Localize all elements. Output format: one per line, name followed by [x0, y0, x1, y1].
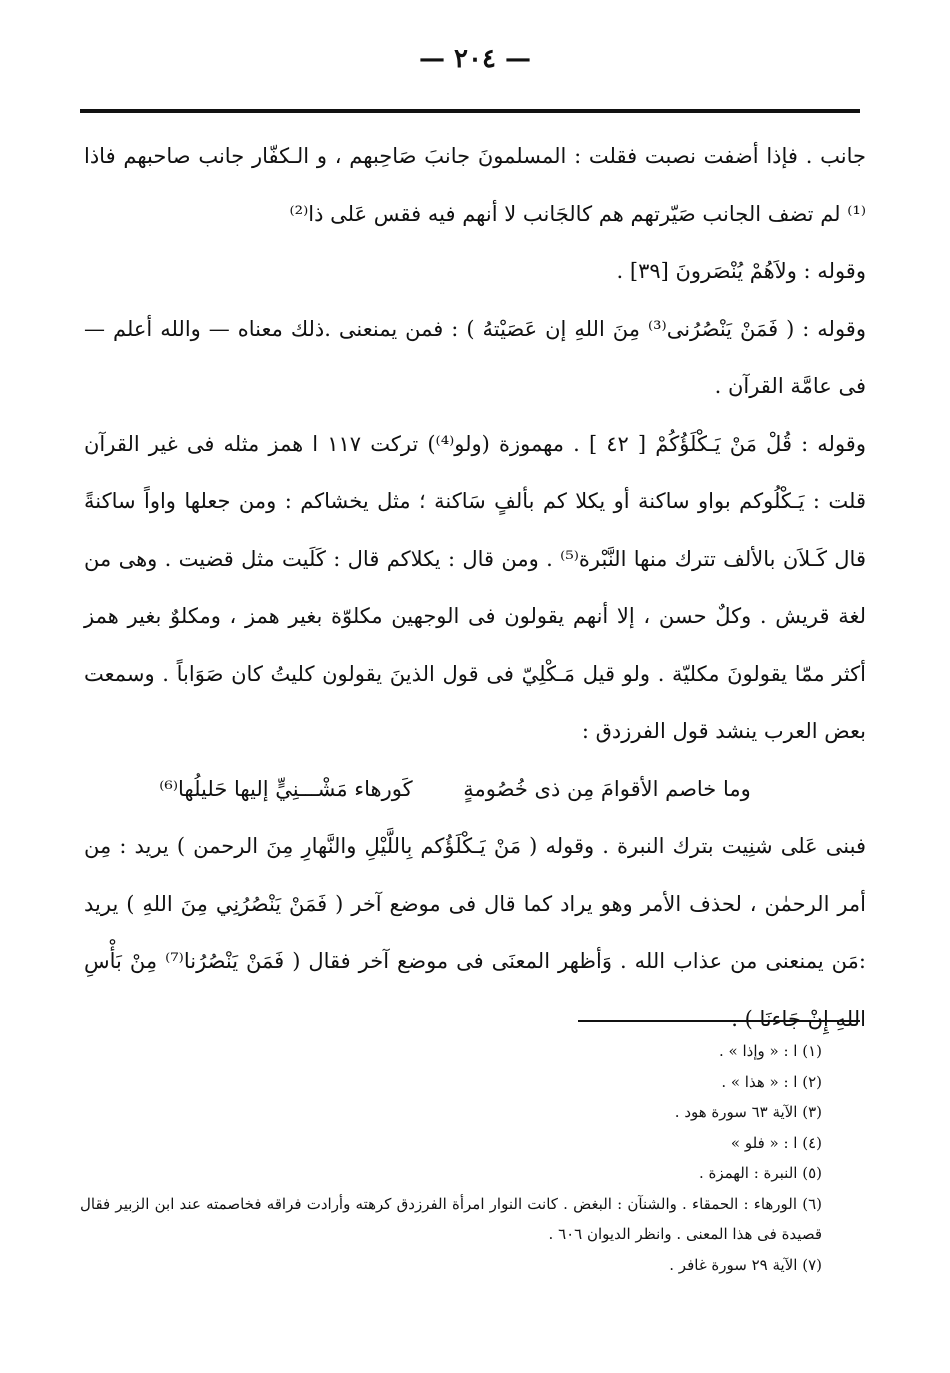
footnote-5: (٥) النبرة : الهمزة . [698, 1164, 822, 1182]
footnote-3: (٣) الآية ٦٣ سورة هود . [674, 1103, 822, 1121]
poetry-verse [84, 761, 866, 819]
footnotes [80, 1036, 862, 1280]
footnote-4: (٤) ا : « فلو » [730, 1133, 822, 1152]
paragraph-1: جانب . فإذا أضفت نصبت فقلت : المسلمونَ جانبَ صَاحِبهم ، و الـكفّار جانب صاحبهم فاذا ⁽¹⁾ لم تضف الجانب صَيّرتهم هم كالجَانب لا أنهم فيه فقس عَلى ذا⁽²⁾ [84, 144, 866, 226]
verse-first-hemistich: وما خاصم الأقوامَ مِن ذى خُصُومةٍ [463, 776, 751, 801]
footnote-2: (٢) ا : « هذا » . [721, 1072, 822, 1091]
paragraph-3: وقوله : ( فَمَنْ يَنْصُرُنى⁽³⁾ مِنَ اللهِ إن عَصَيْتهُ ) : فمن يمنعنى .ذلك معناه — والله أعلم — فى عامَّة القرآن . [84, 316, 866, 398]
page-number: — ٢٠٤ — [418, 44, 532, 74]
footnote-rule [578, 1020, 860, 1022]
paragraph-2: وقوله : ولاَهُمْ يُنْصَرونَ [٣٩] . [616, 259, 866, 283]
paragraph-4: وقوله : قُلْ مَنْ يَـكْلَؤُكُمْ [ ٤٢ ] . مهموزة (ولو⁽⁴⁾) تركت ١١٧ ا همز مثله فى غير القرآن قلت : يَـكْلُوكم بواو ساكنة أو يكلا كم بألفٍ سَاكنة ؛ مثل يخشاكم : ومن جعلها واواً ساكنةً قال كَـلاَن بالألف تترك منها النَّبْرة⁽⁵⁾ . ومن قال : يكلاكم قال : كَلَيت مثل قضيت . وهى من لغة قريش . وكلٌ حسن ، إلا أنهم يقولون فى الوجهين مكلوّة بغير همز ، ومكلوٌ بغير همز أكثر ممّا يقولونَ مكليّة . ولو قيل مَـكْلِيّ فى قول الذينَ يقولون كليتُ كان صَوَاباً . وسمعت بعض العرب ينشد قول الفرزدق : [84, 431, 866, 743]
paragraph-5: فبنى عَلى شنِيت بترك النبرة . وقوله ( مَنْ يَـكْلَؤُكم بِاللَّيْلِ والنَّهارِ مِنَ الرحمن ) يريد : مِن أمر الرحمٰن ، لحذف الأمر وهو يراد كما قال فى موضع آخر ( فَمَنْ يَنْصُرُنِي مِنَ اللهِ ) يريد :مَن يمنعنى من عذاب الله . وَأظهر المعنَى فى موضع آخر فقال ( فَمَنْ يَنْصُرُنا⁽⁷⁾ مِنْ بَأْسِ اللهِ إِنْ جَاءنَا ) . [84, 834, 866, 1031]
footnote-6: (٦) الورهاء : الحمقاء . والشنآن : البغض . كانت النوار امرأة الفرزدق كرهته وأرادت فراقه فخاصمته عند ابن الزبير فقال قصيدة فى هذا المعنى . وانظر الديوان ٦٠٦ . [80, 1194, 822, 1243]
footnote-1: (١) ا : « وإذا » . [719, 1042, 822, 1060]
main-text [84, 128, 866, 1048]
footnote-7: (٧) الآية ٢٩ سورة غافر . [669, 1255, 822, 1274]
verse-second-hemistich: كَورهاء مَشْـــنِيٍّ إليها حَليلُها⁽⁶⁾ [159, 776, 413, 801]
header-rule [80, 109, 860, 113]
